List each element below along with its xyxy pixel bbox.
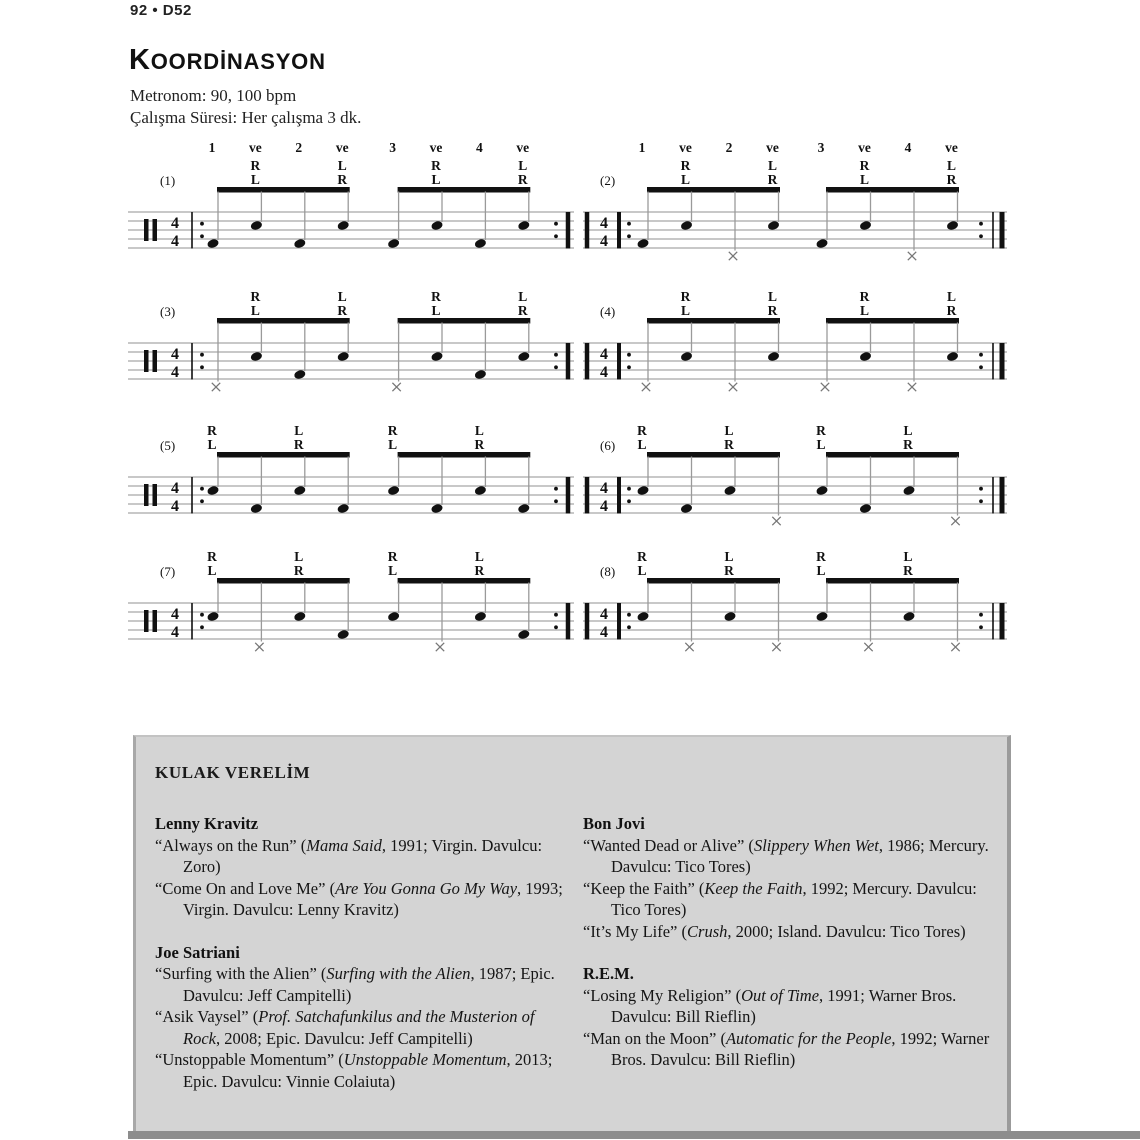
album-title-italic: Prof. Satchafunkilus and the Musterion of Rock (183, 1007, 535, 1048)
hihat-foot-x-icon (642, 383, 650, 391)
sticking-bottom-label: L (637, 437, 647, 452)
sticking-bottom-label: L (388, 563, 398, 578)
sticking-top-label: L (946, 158, 957, 173)
sticking-bottom-label: L (207, 563, 217, 578)
hihat-foot-x-icon (729, 383, 737, 391)
page-title: KOORDİNASYON (129, 44, 326, 76)
sticking-bottom-label: R (293, 563, 304, 578)
song-text: , 1987; Epic. Davulcu: Jeff Campitelli) (183, 964, 555, 1005)
beam (826, 187, 959, 193)
album-title-italic: Mama Said (306, 835, 382, 855)
repeat-dot (627, 353, 631, 357)
percussion-clef-icon (153, 219, 158, 241)
sticking-bottom-label: R (474, 563, 485, 578)
barline (992, 343, 994, 380)
sticking-top-label: L (903, 423, 913, 438)
repeat-dot (554, 613, 558, 617)
beam (647, 318, 780, 324)
sticking-top-label: L (337, 158, 347, 173)
beam (217, 318, 350, 324)
sticking-top-label: L (724, 549, 734, 564)
beam (826, 452, 959, 458)
thick-barline (585, 477, 590, 514)
sticking-top-label: R (250, 158, 261, 173)
exercise-label: (1) (160, 173, 176, 188)
thick-barline (1000, 477, 1005, 514)
time-signature-top: 4 (171, 215, 179, 232)
sticking-top-label: L (903, 549, 913, 564)
exercise-label: (2) (600, 173, 616, 188)
count-label: ve (429, 140, 443, 155)
song-text: “Asik Vaysel” ( (155, 1007, 259, 1026)
song-text: “Surfing with the Alien” ( (155, 964, 327, 983)
thick-barline (566, 477, 571, 514)
thick-barline (1000, 343, 1005, 380)
repeat-dot (554, 487, 558, 491)
count-label: 3 (389, 140, 396, 155)
song-entry (155, 1049, 565, 1092)
beam (398, 578, 531, 584)
sticking-top-label: R (637, 423, 647, 438)
song-entry (583, 921, 993, 943)
hihat-foot-x-icon (729, 252, 737, 260)
song-entry (583, 1028, 993, 1071)
hihat-foot-x-icon (255, 643, 263, 651)
barline (992, 603, 994, 640)
song-text: “Come On and Love Me” ( (155, 878, 336, 898)
thick-barline (585, 212, 590, 249)
count-label: ve (858, 140, 871, 155)
exercise-(2) (583, 130, 1011, 270)
sticking-top-label: L (474, 549, 484, 564)
sticking-top-label: R (816, 423, 826, 438)
repeat-dot (979, 234, 983, 238)
sticking-bottom-label: R (337, 172, 348, 187)
exercise-(5) (128, 395, 578, 535)
thick-barline (585, 343, 590, 380)
barline (191, 477, 193, 514)
metronome-line: Metronom: 90, 100 bpm (130, 86, 297, 105)
song-text: , 2000; Island. Davulcu: Tico Tores) (727, 921, 966, 941)
exercise-label: (8) (600, 564, 616, 579)
count-label: 2 (725, 140, 733, 155)
sticking-top-label: L (946, 289, 957, 304)
song-text: , 1992; Mercury. Davulcu: Tico Tores) (611, 878, 977, 919)
time-signature-bottom: 4 (600, 233, 608, 250)
sticking-bottom-label: L (680, 172, 691, 187)
sticking-bottom-label: L (250, 172, 260, 187)
beam (217, 452, 350, 458)
beam (647, 578, 780, 584)
exercise-label: (6) (600, 438, 616, 453)
page-bottom-band (128, 1131, 1140, 1139)
song-text: , 1986; Mercury. Davulcu: Tico Tores) (611, 835, 989, 876)
beam (398, 318, 531, 324)
count-label: 1 (208, 140, 216, 155)
sticking-bottom-label: R (946, 303, 957, 318)
sticking-top-label: R (859, 158, 870, 173)
time-signature-bottom: 4 (171, 364, 179, 381)
thick-barline (617, 477, 621, 514)
hihat-foot-x-icon (821, 383, 829, 391)
percussion-clef-icon (153, 484, 158, 506)
song-text: , 1991; Virgin. Davulcu: Zoro) (183, 835, 543, 876)
hihat-foot-x-icon (392, 383, 400, 391)
hihat-foot-x-icon (908, 252, 916, 260)
sticking-top-label: L (294, 549, 304, 564)
album-title-italic: Unstoppable Momentum (343, 1050, 507, 1069)
artist-name: Joe Satriani (155, 942, 240, 962)
repeat-dot (554, 234, 558, 238)
song-entry (155, 835, 565, 878)
time-signature-top: 4 (171, 480, 179, 497)
artist-name: R.E.M. (583, 964, 634, 983)
listening-column-right (583, 813, 993, 1113)
song-text: “Wanted Dead or Alive” ( (583, 835, 754, 855)
sticking-bottom-label: L (250, 303, 260, 318)
barline (191, 603, 193, 640)
time-signature-bottom: 4 (171, 624, 179, 641)
repeat-dot (554, 222, 558, 226)
thick-barline (617, 343, 621, 380)
sticking-bottom-label: L (388, 437, 398, 452)
sticking-top-label: R (680, 289, 691, 304)
repeat-dot (200, 499, 204, 503)
thick-barline (566, 603, 571, 640)
repeat-dot (979, 625, 983, 629)
sticking-top-label: R (816, 549, 826, 564)
album-title-italic: Automatic for the People (725, 1028, 892, 1048)
beam (826, 318, 959, 324)
song-text: “It’s My Life” ( (583, 921, 688, 941)
time-signature-top: 4 (171, 346, 179, 363)
time-signature-top: 4 (600, 606, 608, 623)
sticking-bottom-label: L (431, 303, 441, 318)
artist-group (155, 813, 565, 921)
percussion-clef-icon (153, 350, 158, 372)
exercise-(7) (128, 521, 578, 661)
sticking-bottom-label: R (767, 303, 778, 318)
repeat-dot (554, 625, 558, 629)
percussion-clef-icon (153, 610, 158, 632)
time-signature-bottom: 4 (171, 498, 179, 515)
count-label: ve (335, 140, 349, 155)
sticking-bottom-label: R (724, 437, 734, 452)
count-label: 4 (904, 140, 912, 155)
song-text: , 2008; Epic. Davulcu: Jeff Campitelli) (215, 1028, 473, 1048)
sticking-bottom-label: R (517, 303, 528, 318)
album-title-italic: Are You Gonna Go My Way (335, 878, 518, 898)
sticking-top-label: L (767, 158, 778, 173)
hihat-foot-x-icon (908, 383, 916, 391)
sticking-bottom-label: L (680, 303, 691, 318)
time-signature-bottom: 4 (171, 233, 179, 250)
count-label: ve (516, 140, 530, 155)
sticking-top-label: R (431, 289, 441, 304)
percussion-clef-icon (144, 350, 149, 372)
repeat-dot (627, 625, 631, 629)
percussion-clef-icon (144, 610, 149, 632)
exercise-(4) (583, 261, 1011, 401)
sticking-top-label: R (250, 289, 261, 304)
thick-barline (617, 603, 621, 640)
time-signature-top: 4 (171, 606, 179, 623)
repeat-dot (979, 222, 983, 226)
beam (217, 578, 350, 584)
time-signature-bottom: 4 (600, 364, 608, 381)
album-title-italic: Slippery When Wet (753, 835, 879, 855)
artist-group (155, 942, 565, 1093)
sticking-bottom-label: R (724, 563, 734, 578)
hihat-foot-x-icon (436, 643, 444, 651)
repeat-dot (200, 222, 204, 226)
sticking-bottom-label: L (207, 437, 217, 452)
song-text: , 1992; Warner Bros. Davulcu: Bill Rieflin) (611, 1028, 990, 1069)
barline (992, 477, 994, 514)
sticking-bottom-label: L (637, 563, 647, 578)
repeat-dot (627, 222, 631, 226)
sticking-bottom-label: L (816, 437, 826, 452)
listening-box (133, 735, 1011, 1131)
sticking-bottom-label: L (816, 563, 826, 578)
song-entry (155, 878, 565, 921)
thick-barline (1000, 212, 1005, 249)
barline (191, 212, 193, 249)
repeat-dot (200, 365, 204, 369)
count-label: ve (766, 140, 779, 155)
song-entry (583, 985, 993, 1028)
sticking-top-label: L (518, 158, 528, 173)
hihat-foot-x-icon (772, 643, 780, 651)
listening-column-left (155, 813, 565, 1113)
sticking-bottom-label: R (903, 437, 913, 452)
sticking-bottom-label: L (859, 303, 870, 318)
sticking-bottom-label: R (767, 172, 778, 187)
repeat-dot (200, 625, 204, 629)
sticking-top-label: L (337, 289, 347, 304)
exercise-(8) (583, 521, 1011, 661)
barline (992, 212, 994, 249)
song-text: “Unstoppable Momentum” ( (155, 1050, 344, 1069)
artist-group (583, 813, 993, 942)
beam (398, 452, 531, 458)
sticking-bottom-label: R (474, 437, 485, 452)
thick-barline (617, 212, 621, 249)
hihat-foot-x-icon (864, 643, 872, 651)
sticking-top-label: L (474, 423, 484, 438)
sticking-top-label: R (387, 549, 398, 564)
count-label: 2 (295, 140, 303, 155)
sticking-top-label: R (207, 423, 217, 438)
sticking-top-label: L (724, 423, 734, 438)
percussion-clef-icon (144, 484, 149, 506)
song-text: “Losing My Religion” ( (583, 985, 742, 1005)
song-text: “Always on the Run” ( (155, 835, 307, 855)
beam (647, 187, 780, 193)
repeat-dot (554, 365, 558, 369)
song-entry (155, 1006, 565, 1049)
thick-barline (566, 343, 571, 380)
sticking-top-label: R (431, 158, 441, 173)
repeat-dot (627, 365, 631, 369)
beam (826, 578, 959, 584)
exercise-label: (3) (160, 304, 176, 319)
exercise-label: (5) (160, 438, 176, 453)
sticking-bottom-label: L (431, 172, 441, 187)
exercise-label: (7) (160, 564, 176, 579)
sticking-top-label: R (387, 423, 398, 438)
repeat-dot (979, 353, 983, 357)
artist-name: Lenny Kravitz (155, 814, 259, 833)
percussion-clef-icon (144, 219, 149, 241)
repeat-dot (200, 613, 204, 617)
artist-group (583, 963, 993, 1071)
beam (217, 187, 350, 193)
barline (191, 343, 193, 380)
song-text: , 1993; Virgin. Davulcu: Lenny Kravitz) (183, 878, 563, 919)
count-label: 4 (476, 140, 483, 155)
album-title-italic: Surfing with the Alien (326, 964, 471, 983)
sticking-top-label: R (207, 549, 217, 564)
sticking-top-label: L (294, 423, 304, 438)
thick-barline (566, 212, 571, 249)
repeat-dot (979, 487, 983, 491)
artist-name: Bon Jovi (583, 814, 645, 833)
song-entry (583, 835, 993, 878)
repeat-dot (627, 613, 631, 617)
sticking-bottom-label: R (293, 437, 304, 452)
repeat-dot (979, 613, 983, 617)
album-title-italic: Out of Time (741, 985, 820, 1005)
sticking-bottom-label: R (903, 563, 913, 578)
sticking-bottom-label: R (946, 172, 957, 187)
practice-duration-line: Çalışma Süresi: Her çalışma 3 dk. (130, 108, 362, 127)
beam (398, 187, 531, 193)
sticking-bottom-label: R (517, 172, 528, 187)
song-text: “Man on the Moon” ( (583, 1028, 726, 1048)
exercise-label: (4) (600, 304, 616, 319)
exercise-(6) (583, 395, 1011, 535)
song-entry (583, 878, 993, 921)
listening-box-title: KULAK VERELİM (155, 763, 311, 782)
count-label: ve (249, 140, 262, 155)
repeat-dot (200, 234, 204, 238)
sticking-top-label: R (859, 289, 870, 304)
sticking-top-label: L (518, 289, 528, 304)
listening-columns (136, 783, 1007, 1113)
exercise-(1) (128, 130, 578, 270)
repeat-dot (627, 487, 631, 491)
time-signature-top: 4 (600, 346, 608, 363)
song-text: , 1991; Warner Bros. Davulcu: Bill Rieflin) (611, 985, 957, 1026)
count-label: 3 (817, 140, 825, 155)
song-entry (155, 963, 565, 1006)
song-text: , 2013; Epic. Davulcu: Vinnie Colaiuta) (183, 1050, 553, 1091)
count-label: 1 (638, 140, 646, 155)
count-label: ve (945, 140, 958, 155)
sticking-bottom-label: R (337, 303, 348, 318)
repeat-dot (979, 499, 983, 503)
time-signature-bottom: 4 (600, 498, 608, 515)
thick-barline (1000, 603, 1005, 640)
repeat-dot (627, 234, 631, 238)
hihat-foot-x-icon (212, 383, 220, 391)
sticking-bottom-label: L (859, 172, 870, 187)
repeat-dot (627, 499, 631, 503)
page-number-header: 92 • D52 (130, 2, 192, 19)
sticking-top-label: R (637, 549, 647, 564)
count-label: ve (679, 140, 692, 155)
time-signature-top: 4 (600, 215, 608, 232)
exercise-(3) (128, 261, 578, 401)
repeat-dot (979, 365, 983, 369)
album-title-italic: Keep the Faith (704, 878, 803, 898)
hihat-foot-x-icon (685, 643, 693, 651)
song-text: “Keep the Faith” ( (583, 878, 705, 898)
hihat-foot-x-icon (951, 643, 959, 651)
time-signature-top: 4 (600, 480, 608, 497)
time-signature-bottom: 4 (600, 624, 608, 641)
thick-barline (585, 603, 590, 640)
beam (647, 452, 780, 458)
repeat-dot (554, 499, 558, 503)
repeat-dot (200, 487, 204, 491)
sticking-top-label: R (680, 158, 691, 173)
sticking-top-label: L (767, 289, 778, 304)
repeat-dot (554, 353, 558, 357)
album-title-italic: Crush (687, 921, 728, 941)
repeat-dot (200, 353, 204, 357)
